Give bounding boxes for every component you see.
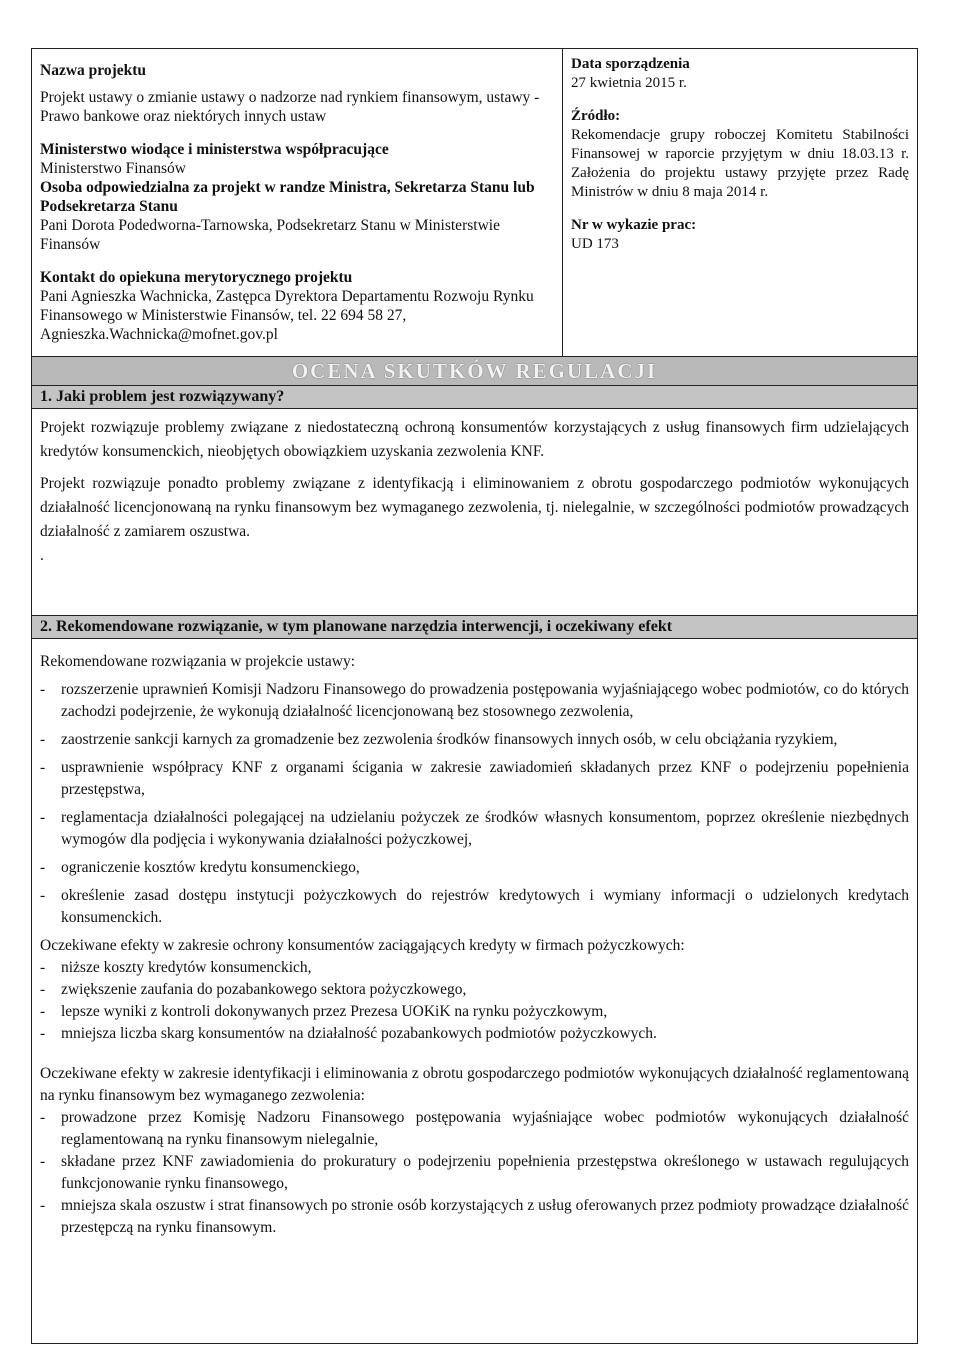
header-section	[32, 49, 917, 357]
project-meta	[563, 49, 917, 356]
section1-title: 1. Jaki problem jest rozwiązywany?	[32, 386, 917, 409]
section1-paragraph: Projekt rozwiązuje ponadto problemy związane z identyfikacją i eliminowaniem z obrotu gospodarczego podmiotów wykonujących działalność licencjonowaną na rynku finansowym bez wymaganego zezwolenia, tj. nielegalnie, w szczególności podmiotów prowadzących działalność z zamiarem oszustwa.	[40, 475, 909, 540]
section-banner: OCENA SKUTKÓW REGULACJI	[32, 357, 917, 386]
project-name-label: Nazwa projektu	[40, 62, 147, 79]
recommendations-list	[40, 679, 909, 929]
section2-body	[32, 639, 917, 1239]
effects1-intro: Oczekiwane efekty w zakresie ochrony konsumentów zaciągających kredyty w firmach pożyczkowych:	[40, 937, 685, 954]
list-item: - reglamentacja działalności polegającej na udzielaniu pożyczek ze środków własnych konsumentom, poprzez określenie niezbędnych wymogów dla podjęcia i wykonywania działalności pożyczkowej,	[40, 809, 909, 848]
contact: Pani Agnieszka Wachnicka, Zastępca Dyrektora Departamentu Rozwoju Rynku Finansowego w Ministerstwie Finansów, tel. 22 694 58 27, Agnieszka.Wachnicka@mofnet.gov.pl	[40, 288, 534, 343]
section1-dot: .	[40, 547, 44, 564]
list-item: - rozszerzenie uprawnień Komisji Nadzoru Finansowego do prowadzenia postępowania wyjaśniającego wobec podmiotów, co do których zachodzi podejrzenie, że wykonują działalność licencjonowaną bez stosownego zezwolenia,	[40, 681, 909, 720]
date: 27 kwietnia 2015 r.	[571, 75, 687, 91]
section1-paragraph: Projekt rozwiązuje problemy związane z niedostateczną ochroną konsumentów korzystających z usług finansowych firm udzielających kredytów konsumenckich, nieobjętych obowiązkiem uzyskania zezwolenia KNF.	[40, 419, 909, 460]
responsible-label: Osoba odpowiedzialna za projekt w randze Ministra, Sekretarza Stanu lub Podsekretarza Stanu	[40, 179, 535, 215]
list-item: - ograniczenie kosztów kredytu konsumenckiego,	[40, 859, 360, 876]
effects1-list	[40, 957, 909, 1045]
ministry-label: Ministerstwo wiodące i ministerstwa współpracujące	[40, 141, 389, 158]
worklist-label: Nr w wykazie prac:	[571, 217, 697, 233]
source-label: Źródło:	[571, 108, 621, 124]
list-item: - lepsze wyniki z kontroli dokonywanych przez Prezesa UOKiK na rynku pożyczkowym,	[40, 1003, 608, 1020]
section2-intro: Rekomendowane rozwiązania w projekcie ustawy:	[40, 653, 356, 670]
list-item: - prowadzone przez Komisję Nadzoru Finansowego postępowania wyjaśniające wobec podmiotów wykonujących działalność reglamentowaną na rynku finansowym nielegalnie,	[40, 1109, 909, 1148]
source: Rekomendacje grupy roboczej Komitetu Stabilności Finansowej w raporcie przyjętym w dniu 18.03.13 r. Założenia do projektu ustawy przyjęte przez Radę Ministrów w dniu 8 maja 2014 r.	[571, 127, 909, 200]
list-item: - niższe koszty kredytów konsumenckich,	[40, 959, 312, 976]
date-label: Data sporządzenia	[571, 56, 690, 72]
section2-title: 2. Rekomendowane rozwiązanie, w tym planowane narzędzia interwencji, i oczekiwany efekt	[32, 616, 917, 639]
section1-body	[32, 409, 917, 616]
contact-label: Kontakt do opiekuna merytorycznego projektu	[40, 269, 353, 286]
project-name: Projekt ustawy o zmianie ustawy o nadzorze nad rynkiem finansowym, ustawy - Prawo bankowe oraz niektórych innych ustaw	[40, 89, 540, 125]
list-item: - mniejsza liczba skarg konsumentów na działalność pozabankowych podmiotów pożyczkowych.	[40, 1025, 657, 1042]
project-info	[32, 49, 563, 356]
responsible: Pani Dorota Podedworna-Tarnowska, Podsekretarz Stanu w Ministerstwie Finansów	[40, 217, 500, 253]
list-item: - zaostrzenie sankcji karnych za gromadzenie bez zezwolenia środków finansowych innych osób, w celu obciążania ryzykiem,	[40, 731, 838, 748]
worklist-number: UD 173	[571, 236, 619, 252]
list-item: - usprawnienie współpracy KNF z organami ścigania w zakresie zawiadomień składanych przez KNF o podejrzeniu popełnienia przestępstwa,	[40, 759, 909, 798]
list-item: - mniejsza skala oszustw i strat finansowych po stronie osób korzystających z usług oferowanych przez podmioty prowadzące działalność przestępczą na rynku finansowym.	[40, 1197, 909, 1236]
ministry: Ministerstwo Finansów	[40, 160, 186, 177]
list-item: - określenie zasad dostępu instytucji pożyczkowych do rejestrów kredytowych i wymiany informacji o udzielonych kredytach konsumenckich.	[40, 887, 909, 926]
list-item: - zwiększenie zaufania do pozabankowego sektora pożyczkowego,	[40, 981, 467, 998]
effects2-intro: Oczekiwane efekty w zakresie identyfikacji i eliminowania z obrotu gospodarczego podmiotów wykonujących działalność reglamentowaną na rynku finansowym bez wymaganego zezwolenia:	[40, 1065, 909, 1104]
effects2-list	[40, 1107, 909, 1239]
list-item: - składane przez KNF zawiadomienia do prokuratury o podejrzeniu popełnienia przestępstwa określonego w ustawach regulujących funkcjonowanie rynku finansowego,	[40, 1153, 909, 1192]
document-frame	[31, 48, 918, 1344]
